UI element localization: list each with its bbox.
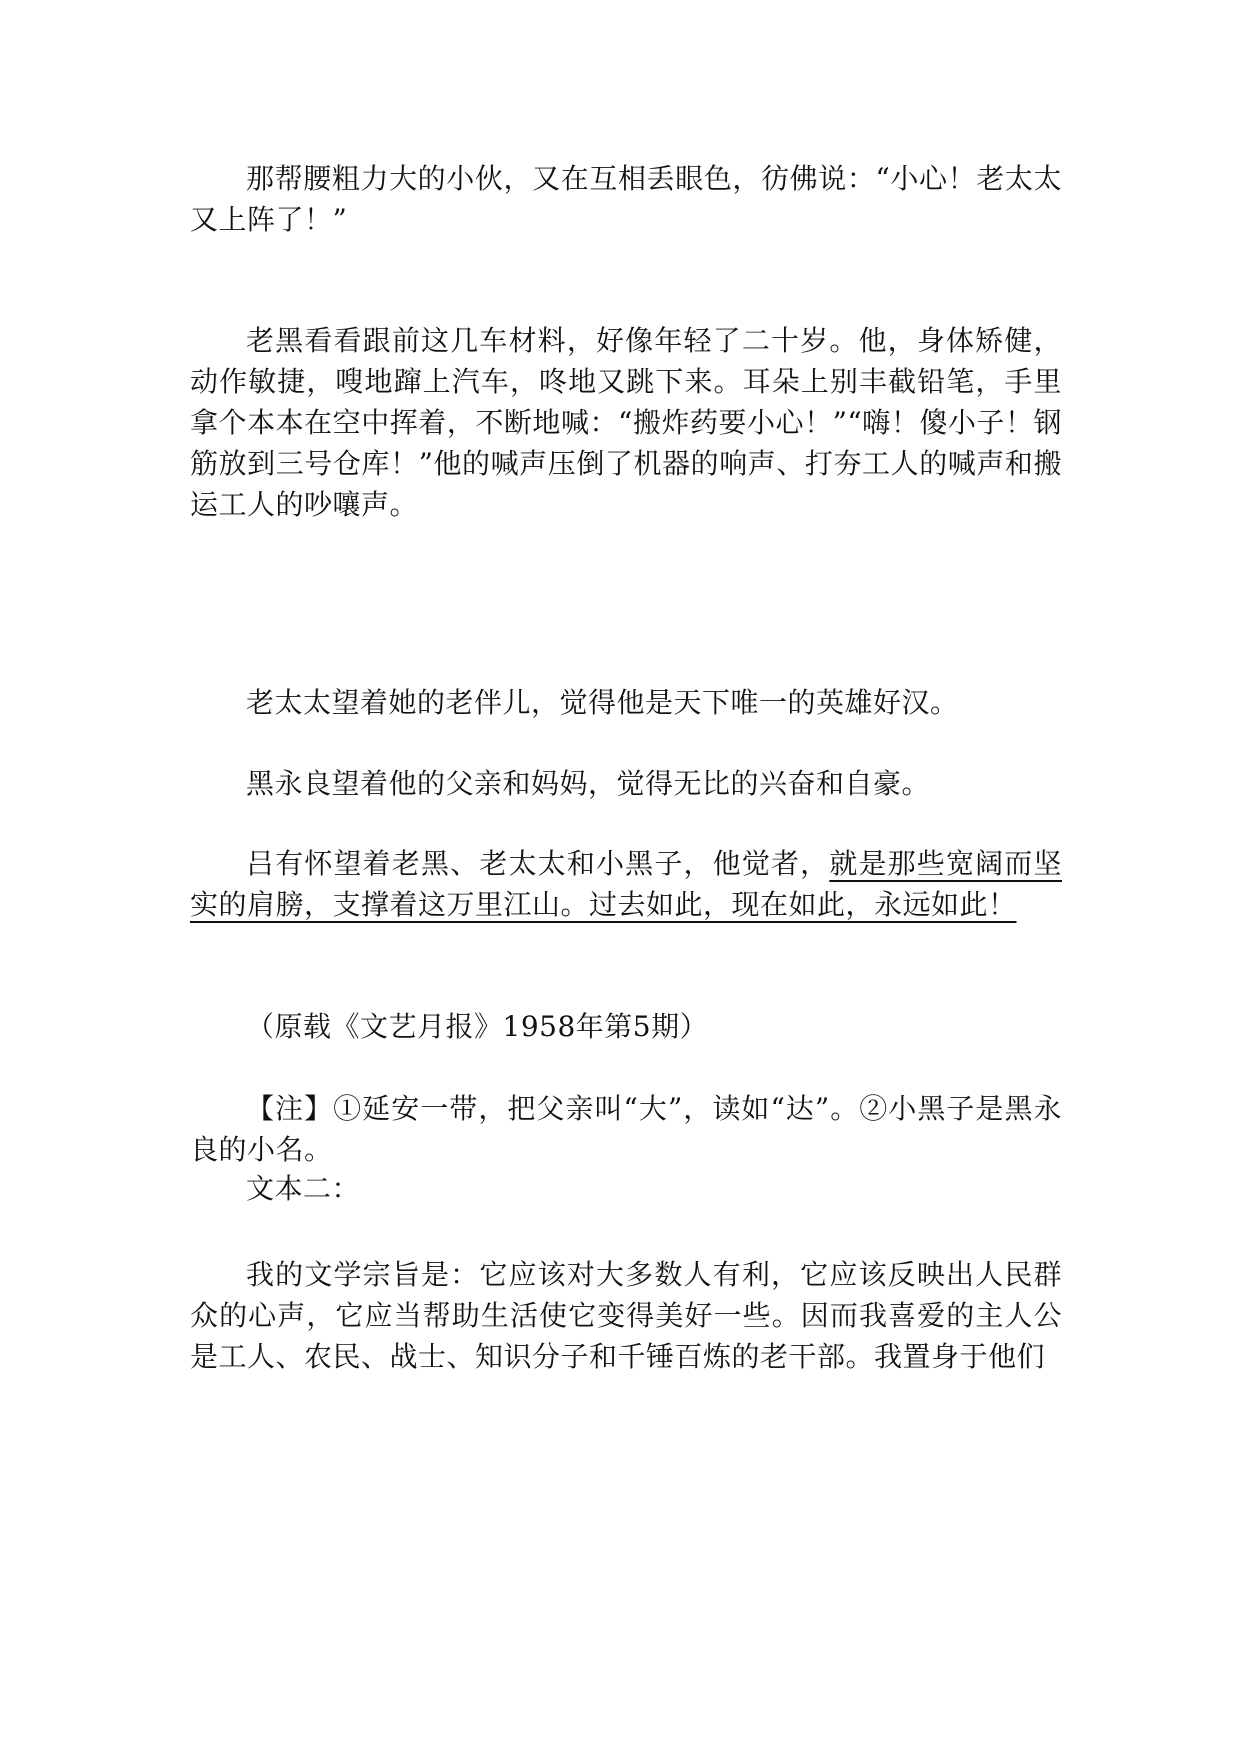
section-heading-text-two: 文本二： bbox=[246, 1172, 361, 1205]
underlined-key-sentence: 就是那些宽阔而坚实的肩膀，支撑着这万里江山。过去如此，现在如此，永远如此！ bbox=[190, 847, 1062, 921]
paragraph-young-men-glance: 那帮腰粗力大的小伙，又在互相丢眼色，彷佛说：“小心！老太太又上阵了！” bbox=[190, 162, 1062, 236]
footnote: 【注】①延安一带，把父亲叫“大”，读如“达”。②小黑子是黑永良的小名。 bbox=[190, 1092, 1062, 1166]
paragraph-lv-youhuai-thoughts bbox=[190, 843, 1062, 925]
paragraph-literary-purpose: 我的文学宗旨是：它应该对大多数人有利，它应该反映出人民群众的心声，它应当帮助生活使它变得美好一些。因而我喜爱的主人公是工人、农民、战士、知识分子和千锤百炼的老干部。我置身于他们 bbox=[190, 1258, 1062, 1373]
paragraph-old-lady-looks: 老太太望着她的老伴儿，觉得他是天下唯一的英雄好汉。 bbox=[246, 686, 959, 719]
paragraph-hei-yongliang-proud: 黑永良望着他的父亲和妈妈，觉得无比的兴奋和自豪。 bbox=[246, 767, 931, 800]
paragraph-lv-youhuai-text: 吕有怀望着老黑、老太太和小黑子，他觉者， bbox=[246, 847, 830, 880]
paragraph-lao-hei-work: 老黑看看跟前这几车材料，好像年轻了二十岁。他，身体矫健，动作敏捷，嗖地蹿上汽车，咚地又跳下来。耳朵上别丰截铅笔，手里拿个本本在空中挥着，不断地喊：“搬炸药要小心！”“嗨！傻小子！钢筋放到三号仓库！”他的喊声压倒了机器的响声、打夯工人的喊声和搬运工人的吵嚷声。 bbox=[190, 324, 1062, 521]
source-citation: （原载《文艺月报》1958年第5期） bbox=[246, 1010, 709, 1043]
